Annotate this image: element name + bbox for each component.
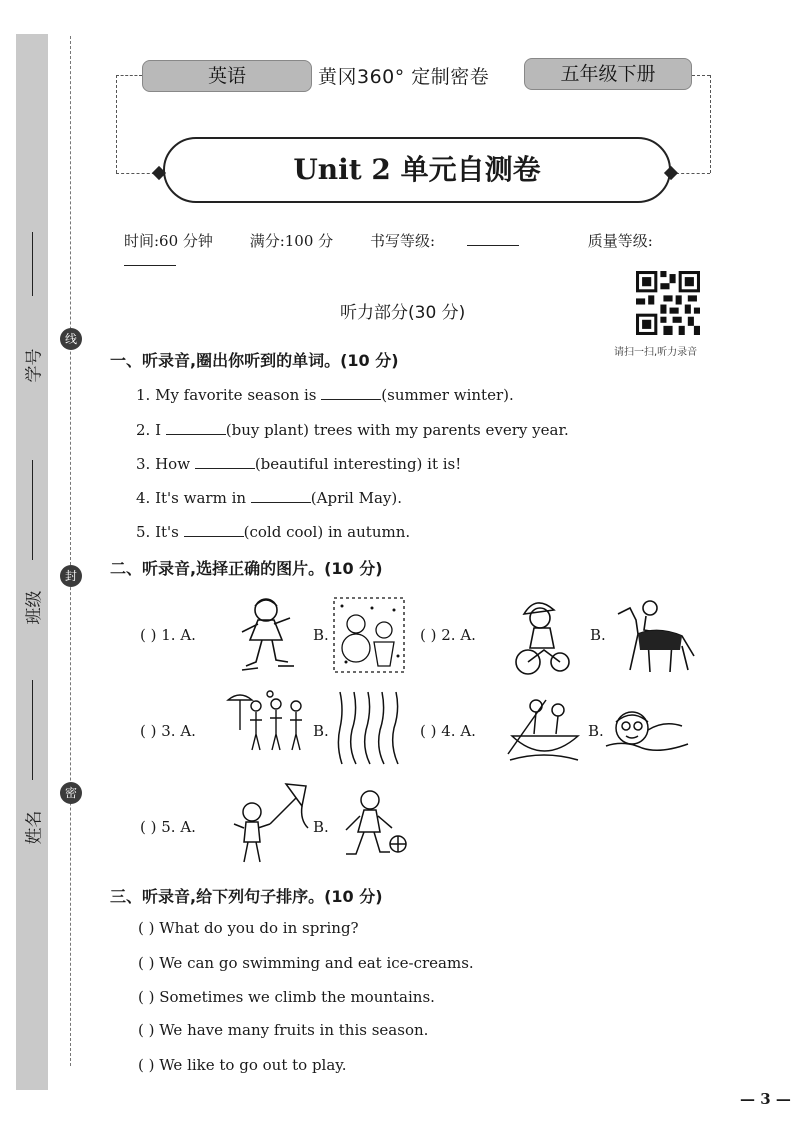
time-limit: 时间:60 分钟	[124, 232, 213, 250]
section2-item-1-label: ( ) 1. A.	[140, 626, 196, 644]
name-label: 姓名	[24, 810, 45, 845]
writing-grade-blank	[467, 231, 519, 246]
rain-picture	[334, 690, 402, 766]
name-line	[32, 680, 33, 780]
header-dash-right-vert	[710, 75, 711, 173]
section2-item-3-b: B.	[313, 722, 329, 740]
snowman-picture	[332, 596, 406, 674]
boy-flying-kite-picture	[230, 780, 312, 866]
section2-item-2-b: B.	[590, 626, 606, 644]
quality-grade-blank	[124, 251, 176, 266]
boy-cycling-picture	[512, 592, 572, 678]
header-dash-right-bottom	[676, 173, 710, 174]
section2-item-3-label: ( ) 3. A.	[140, 722, 196, 740]
section2-item-4-b: B.	[588, 722, 604, 740]
section3-item-3: ( ) Sometimes we climb the mountains.	[138, 988, 435, 1006]
full-score: 满分:100 分	[249, 232, 334, 250]
section2-title: 二、听录音,选择正确的图片。(10 分)	[110, 559, 383, 578]
boating-picture	[506, 690, 582, 764]
section1-item-1: 1. My favorite season is (summer winter).	[136, 386, 514, 404]
section2-item-4-label: ( ) 4. A.	[420, 722, 476, 740]
header-dash-right	[692, 75, 710, 76]
header-dash-left-vert	[116, 75, 117, 173]
boy-basketball-picture	[340, 788, 410, 860]
section1-item-3: 3. How (beautiful interesting) it is!	[136, 455, 462, 473]
listening-part-title: 听力部分(30 分)	[340, 303, 466, 323]
exam-meta	[124, 230, 794, 270]
student-no-line	[32, 232, 33, 296]
grade-pill: 五年级下册	[524, 58, 692, 90]
seal-seal-mark: 封	[60, 565, 82, 587]
header-dash-left	[116, 75, 142, 76]
qr-code-icon[interactable]	[636, 271, 700, 335]
beach-people-picture	[226, 690, 310, 754]
section1-item-5: 5. It's (cold cool) in autumn.	[136, 523, 411, 541]
section2-item-5-label: ( ) 5. A.	[140, 818, 196, 836]
section1-title: 一、听录音,圈出你听到的单词。(10 分)	[110, 351, 399, 370]
binding-strip	[16, 34, 48, 1090]
section3-item-2: ( ) We can go swimming and eat ice-creams.	[138, 954, 474, 972]
page-title: Unit 2 单元自测卷	[293, 153, 541, 186]
seal-line-mark: 线	[60, 328, 82, 350]
seal-secret-mark: 密	[60, 782, 82, 804]
section3-title: 三、听录音,给下列句子排序。(10 分)	[110, 887, 383, 906]
writing-grade-label: 书写等级:	[369, 232, 435, 250]
class-label: 班级	[24, 590, 45, 625]
section1-item-4: 4. It's warm in (April May).	[136, 489, 403, 507]
quality-grade-label: 质量等级:	[587, 232, 653, 250]
student-no-label: 学号	[24, 348, 45, 383]
section2-item-2-label: ( ) 2. A.	[420, 626, 476, 644]
page-number: — 3 —	[740, 1090, 791, 1108]
girl-skating-picture	[228, 592, 300, 676]
section3-item-1: ( ) What do you do in spring?	[138, 919, 359, 937]
section3-item-4: ( ) We have many fruits in this season.	[138, 1021, 429, 1039]
section3-item-5: ( ) We like to go out to play.	[138, 1056, 347, 1074]
section2-item-5-b: B.	[313, 818, 329, 836]
class-line	[32, 460, 33, 560]
subject-pill: 英语	[142, 60, 312, 92]
section1-item-2: 2. I (buy plant) trees with my parents every year.	[136, 421, 569, 439]
brand-text: 黄冈360° 定制密卷	[318, 66, 490, 88]
section2-item-1-b: B.	[313, 626, 329, 644]
swimming-picture	[604, 700, 690, 756]
qr-caption: 请扫一扫,听力录音	[614, 347, 698, 358]
cut-line	[70, 36, 71, 1066]
boy-riding-horse-picture	[608, 596, 702, 676]
